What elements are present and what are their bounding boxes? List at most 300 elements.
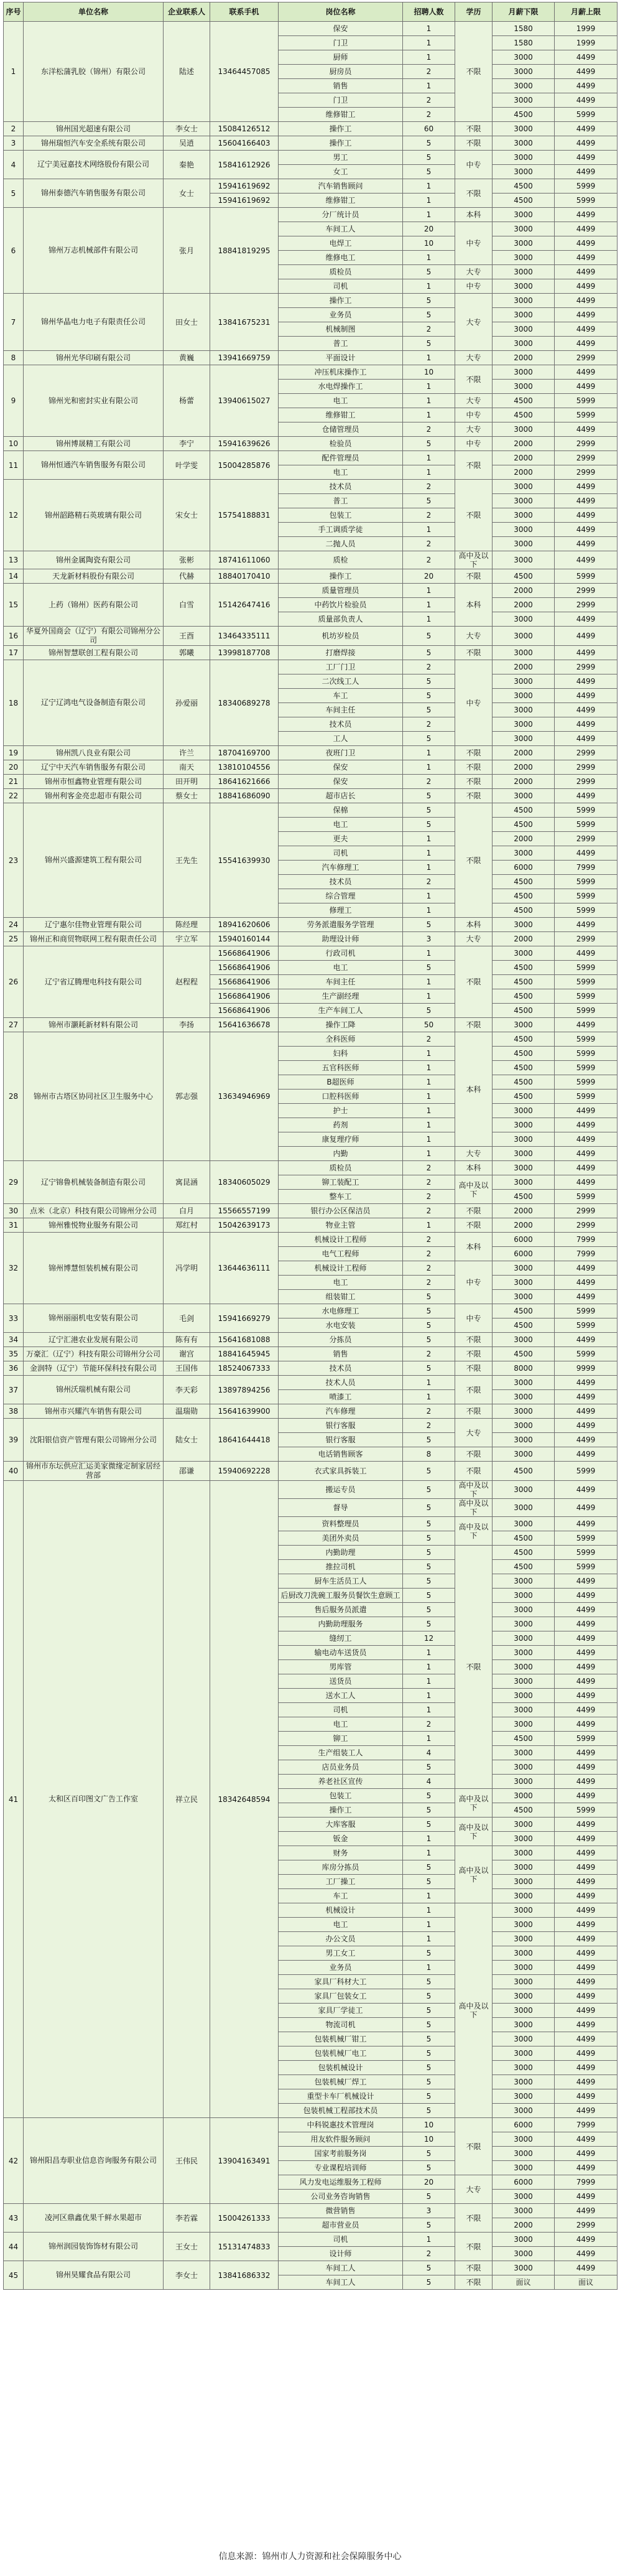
company-phone: 15042639173 [210,1218,279,1233]
job-title: 妇科 [279,1047,403,1061]
salary-min: 3000 [493,1674,555,1689]
salary-max: 4499 [555,1989,618,2004]
job-title: 二抛人员 [279,537,403,551]
job-education: 中专 [455,222,493,265]
job-title: 男库管 [279,1660,403,1674]
job-title: 包装机械设计 [279,2061,403,2075]
job-count: 4 [403,1775,455,1789]
company-name: 辽宁中天汽车销售服务有限公司 [24,760,164,775]
salary-max: 4499 [555,612,618,627]
job-count: 5 [403,1989,455,2004]
salary-max: 4499 [555,251,618,265]
salary-max: 2999 [555,1218,618,1233]
salary-min: 3000 [493,93,555,108]
salary-min: 3000 [493,2104,555,2118]
salary-min: 4500 [493,989,555,1004]
salary-min: 4500 [493,408,555,422]
salary-min: 3000 [493,2204,555,2218]
salary-max: 4499 [555,2190,618,2204]
job-count: 1 [403,208,455,222]
salary-min: 3000 [493,1290,555,1304]
job-count: 2 [403,1261,455,1276]
salary-max: 5999 [555,1304,618,1318]
company-number: 39 [4,1419,24,1462]
company-phone: 18641621666 [210,775,279,789]
job-education: 中专 [455,437,493,451]
salary-min: 4500 [493,394,555,408]
salary-min: 面议 [493,2275,555,2290]
table-row [4,2118,618,2132]
salary-max: 5999 [555,569,618,584]
table-row [4,569,618,584]
job-title: 操作工 [279,294,403,308]
job-count: 1 [403,408,455,422]
salary-min: 3000 [493,1689,555,1703]
job-title: 质检员 [279,1161,403,1175]
job-title: 内勤 [279,1147,403,1161]
company-contact: 孙爱丽 [164,660,210,746]
salary-max: 5999 [555,394,618,408]
salary-max: 4499 [555,1499,618,1517]
company-contact: 张彬 [164,551,210,569]
job-title: 家具厂科材大工 [279,1975,403,1989]
job-title: 包装机械厂焊工 [279,2075,403,2089]
salary-max: 4499 [555,918,618,932]
salary-min: 6000 [493,861,555,875]
job-title: 分厂统计员 [279,208,403,222]
job-count: 5 [403,265,455,279]
salary-max: 4499 [555,1832,618,1846]
company-contact: 田女士 [164,294,210,351]
company-phone: 15668641906 [210,946,279,961]
job-education: 大专 [455,294,493,351]
salary-max: 4499 [555,122,618,136]
job-count: 1 [403,194,455,208]
job-count: 2 [403,1717,455,1732]
job-count: 2 [403,1190,455,1204]
salary-min: 3000 [493,2061,555,2075]
salary-max: 4499 [555,717,618,732]
salary-max: 4499 [555,380,618,394]
salary-max: 4499 [555,1918,618,1932]
salary-min: 2000 [493,932,555,946]
salary-max: 2999 [555,598,618,612]
salary-max: 4499 [555,2004,618,2018]
company-name: 锦州市灏耗新材料有限公司 [24,1018,164,1032]
job-count: 1 [403,746,455,760]
salary-min: 3000 [493,1631,555,1646]
salary-max: 4499 [555,703,618,717]
job-title: 银行客服 [279,1419,403,1433]
salary-min: 3000 [493,2004,555,2018]
salary-min: 3000 [493,1261,555,1276]
salary-max: 4499 [555,2204,618,2218]
job-count: 5 [403,1946,455,1961]
salary-min: 4500 [493,1347,555,1361]
company-contact: 谢宫 [164,1347,210,1361]
job-count: 1 [403,1132,455,1147]
table-row [4,1018,618,1032]
job-count: 60 [403,122,455,136]
job-count: 1 [403,1832,455,1846]
job-title: 普工 [279,337,403,351]
company-contact: 陆述 [164,22,210,122]
salary-max: 4499 [555,236,618,251]
table-row [4,151,618,165]
job-count: 5 [403,803,455,818]
job-count: 5 [403,1789,455,1803]
job-count: 5 [403,2004,455,2018]
table-row [4,1218,618,1233]
table-row [4,1347,618,1361]
salary-min: 3000 [493,1517,555,1531]
company-number: 36 [4,1361,24,1376]
job-count: 1 [403,1376,455,1390]
job-education: 不限 [455,1018,493,1032]
job-count: 5 [403,1481,455,1499]
job-education: 高中及以下 [455,1818,493,1846]
company-name: 锦州昊耀食品有限公司 [24,2261,164,2290]
company-number: 5 [4,179,24,208]
job-count: 1 [403,380,455,394]
salary-min: 4500 [493,975,555,989]
job-title: 店员业务员 [279,1760,403,1775]
job-count: 1 [403,36,455,50]
job-count: 5 [403,1517,455,1531]
job-education: 不限 [455,179,493,208]
job-education: 中专 [455,660,493,746]
job-title: 质检员 [279,265,403,279]
job-education: 不限 [455,365,493,394]
company-name: 锦州市古塔区协同社区卫生服务中心 [24,1032,164,1161]
job-title: 财务 [279,1846,403,1860]
company-name: 锦州雅悦物业服务有限公司 [24,1218,164,1233]
job-title: 搬运专员 [279,1481,403,1499]
company-name: 锦州市恒鑫物业管理有限公司 [24,775,164,789]
salary-max: 4499 [555,551,618,569]
job-title: 资料整理员 [279,1517,403,1531]
company-contact: 白月 [164,1204,210,1218]
salary-max: 4499 [555,1789,618,1803]
salary-max: 4499 [555,1961,618,1975]
job-title: 机械设计工程师 [279,1261,403,1276]
source-footer: 信息来源：锦州市人力资源和社会保障服务中心 [218,2552,402,2562]
salary-min: 3000 [493,2132,555,2147]
salary-min: 3000 [493,1161,555,1175]
job-title: 公司业务咨询销售 [279,2190,403,2204]
header-position: 岗位名称 [279,2,403,22]
job-title: 生产组装工人 [279,1746,403,1760]
salary-min: 3000 [493,627,555,646]
job-education: 大专 [455,351,493,365]
header-row [4,2,618,22]
job-education: 大专 [455,422,493,437]
job-education: 高中及以下 [455,1481,493,1499]
salary-min: 4500 [493,1090,555,1104]
job-title: 电工 [279,818,403,832]
job-title: 用友软件服务顾问 [279,2132,403,2147]
job-title: 配件管理员 [279,451,403,465]
salary-min: 3000 [493,732,555,746]
salary-max: 4499 [555,1419,618,1433]
job-title: 组装钳工 [279,1290,403,1304]
salary-max: 4499 [555,337,618,351]
job-count: 10 [403,236,455,251]
salary-min: 6000 [493,1233,555,1247]
company-phone: 15668641906 [210,961,279,975]
company-number: 40 [4,1462,24,1481]
salary-min: 4500 [493,903,555,918]
job-title: 业务员 [279,1961,403,1975]
job-title: 电焊工 [279,236,403,251]
salary-min: 3000 [493,279,555,294]
company-contact: 王先生 [164,803,210,918]
job-count: 5 [403,1462,455,1481]
job-count: 5 [403,961,455,975]
job-count: 5 [403,2075,455,2089]
salary-max: 4499 [555,508,618,523]
salary-min: 3000 [493,1846,555,1860]
salary-max: 5999 [555,408,618,422]
salary-min: 4500 [493,1004,555,1018]
salary-max: 4499 [555,1574,618,1589]
salary-min: 4500 [493,889,555,903]
salary-min: 3000 [493,1918,555,1932]
salary-max: 2999 [555,351,618,365]
job-title: 车间主任 [279,975,403,989]
company-phone: 18841819295 [210,208,279,294]
salary-max: 4499 [555,523,618,537]
table-row [4,789,618,803]
salary-max: 4499 [555,2018,618,2032]
job-count: 1 [403,1061,455,1075]
job-count: 1 [403,760,455,775]
salary-max: 5999 [555,179,618,194]
company-contact: 叶学雯 [164,451,210,480]
company-name: 辽宁汇港农业发展有限公司 [24,1333,164,1347]
job-title: 技术员 [279,1361,403,1376]
salary-min: 4500 [493,818,555,832]
salary-min: 4500 [493,1803,555,1818]
salary-min: 3000 [493,2032,555,2046]
company-number: 16 [4,627,24,646]
salary-min: 3000 [493,1717,555,1732]
company-phone: 18841686090 [210,789,279,803]
job-title: 司机 [279,279,403,294]
table-row [4,2204,618,2218]
job-education: 不限 [455,1546,493,1789]
company-number: 32 [4,1233,24,1304]
job-education: 不限 [455,946,493,1018]
salary-min: 4500 [493,1531,555,1546]
table-row [4,1304,618,1318]
salary-min: 3000 [493,1118,555,1132]
company-name: 凌河区鼎鑫优果千鲜水果超市 [24,2204,164,2233]
salary-min: 3000 [493,1932,555,1946]
salary-max: 4499 [555,365,618,380]
company-phone: 13464457085 [210,22,279,122]
company-contact: 宋女士 [164,480,210,551]
job-title: 衣式家具拆装工 [279,1462,403,1481]
company-number: 17 [4,646,24,660]
job-title: 维修钳工 [279,108,403,122]
job-title: 机械制图 [279,322,403,337]
job-title: 水电修理工 [279,1304,403,1318]
company-number: 12 [4,480,24,551]
company-number: 44 [4,2233,24,2261]
job-title: 技术人员 [279,1376,403,1390]
salary-max: 5999 [555,1732,618,1746]
job-title: 操作工 [279,122,403,136]
salary-min: 3000 [493,1481,555,1499]
job-count: 2 [403,1204,455,1218]
company-contact: 祥立民 [164,1481,210,2118]
job-count: 1 [403,1961,455,1975]
company-contact: 许兰 [164,746,210,760]
job-count: 2 [403,480,455,494]
header-salary-max: 月薪上限 [555,2,618,22]
company-phone: 13998187708 [210,646,279,660]
company-number: 6 [4,208,24,294]
table-row [4,351,618,365]
company-number: 43 [4,2204,24,2233]
job-education: 中专 [455,151,493,179]
job-education: 不限 [455,760,493,775]
company-phone: 15668641906 [210,1004,279,1018]
job-count: 5 [403,1803,455,1818]
salary-min: 3000 [493,717,555,732]
company-name: 锦州兴盛源建筑工程有限公司 [24,803,164,918]
company-contact: 陈经理 [164,918,210,932]
job-count: 5 [403,1975,455,1989]
job-count: 5 [403,646,455,660]
company-name: 锦州正和商贸物联网工程有限责任公司 [24,932,164,946]
job-count: 5 [403,151,455,165]
company-phone: 18741611060 [210,551,279,569]
company-phone: 15641636678 [210,1018,279,1032]
job-title: 国家考前服务岗 [279,2147,403,2161]
job-count: 1 [403,1703,455,1717]
company-phone: 15641681088 [210,1333,279,1347]
job-count: 5 [403,1603,455,1617]
job-title: 男工 [279,151,403,165]
salary-max: 4499 [555,2132,618,2147]
company-number: 1 [4,22,24,122]
salary-max: 4499 [555,1889,618,1903]
company-number: 20 [4,760,24,775]
company-number: 24 [4,918,24,932]
salary-min: 3000 [493,1617,555,1631]
company-contact: 王女士 [164,2233,210,2261]
salary-max: 4499 [555,1860,618,1875]
salary-max: 4499 [555,1290,618,1304]
company-name: 锦州万志机械部件有限公司 [24,208,164,294]
salary-max: 2999 [555,437,618,451]
job-title: 厨师 [279,50,403,65]
job-title: 康复理疗师 [279,1132,403,1147]
job-education: 不限 [455,2118,493,2175]
company-phone: 13810104556 [210,760,279,775]
table-row [4,1462,618,1481]
job-title: 办公文员 [279,1932,403,1946]
salary-min: 3000 [493,2018,555,2032]
job-education: 不限 [455,1462,493,1481]
salary-max: 面议 [555,2275,618,2290]
job-education: 大专 [455,1419,493,1447]
salary-min: 3000 [493,1975,555,1989]
job-title: 电工 [279,1276,403,1290]
job-title: 女工 [279,165,403,179]
company-number: 19 [4,746,24,760]
salary-max: 5999 [555,961,618,975]
company-phone: 15541639930 [210,803,279,918]
job-count: 1 [403,1918,455,1932]
job-count: 5 [403,2032,455,2046]
company-number: 42 [4,2118,24,2204]
table-row [4,760,618,775]
company-number: 3 [4,136,24,151]
company-number: 38 [4,1404,24,1419]
job-count: 5 [403,627,455,646]
salary-min: 3000 [493,1760,555,1775]
salary-max: 5999 [555,1462,618,1481]
job-title: 电工 [279,1717,403,1732]
job-title: 手工调质学徒 [279,523,403,537]
company-name: 锦州利客金亮忠超市有限公司 [24,789,164,803]
job-title: 技术员 [279,717,403,732]
company-number: 35 [4,1347,24,1361]
job-count: 20 [403,569,455,584]
salary-min: 2000 [493,351,555,365]
company-number: 15 [4,584,24,627]
job-count: 1 [403,889,455,903]
job-title: 车间工人 [279,222,403,236]
table-row [4,551,618,569]
salary-max: 4499 [555,1646,618,1660]
job-title: 口腔科医师 [279,1090,403,1104]
job-education: 不限 [455,22,493,122]
salary-max: 4499 [555,1846,618,1860]
salary-min: 3000 [493,2233,555,2247]
salary-min: 3000 [493,1147,555,1161]
salary-min: 3000 [493,222,555,236]
salary-min: 4500 [493,1061,555,1075]
salary-max: 5999 [555,1090,618,1104]
salary-min: 3000 [493,2261,555,2275]
company-phone: 13644636111 [210,1233,279,1304]
company-contact: 李宁 [164,437,210,451]
job-title: 汽车销售顾问 [279,179,403,194]
salary-min: 3000 [493,1390,555,1404]
salary-max: 4499 [555,1118,618,1132]
header-salary-min: 月薪下限 [493,2,555,22]
company-contact: 王酉 [164,627,210,646]
salary-max: 4499 [555,1818,618,1832]
job-title: 工厂操工 [279,1875,403,1889]
job-count: 1 [403,1090,455,1104]
job-count: 1 [403,612,455,627]
salary-max: 4499 [555,79,618,93]
job-education: 不限 [455,1347,493,1361]
salary-max: 5999 [555,1190,618,1204]
job-title: 全科医师 [279,1032,403,1047]
salary-max: 5999 [555,975,618,989]
salary-min: 3000 [493,337,555,351]
job-education: 不限 [455,480,493,551]
company-name: 锦州沃瑞机械有限公司 [24,1376,164,1404]
company-number: 2 [4,122,24,136]
job-count: 1 [403,861,455,875]
